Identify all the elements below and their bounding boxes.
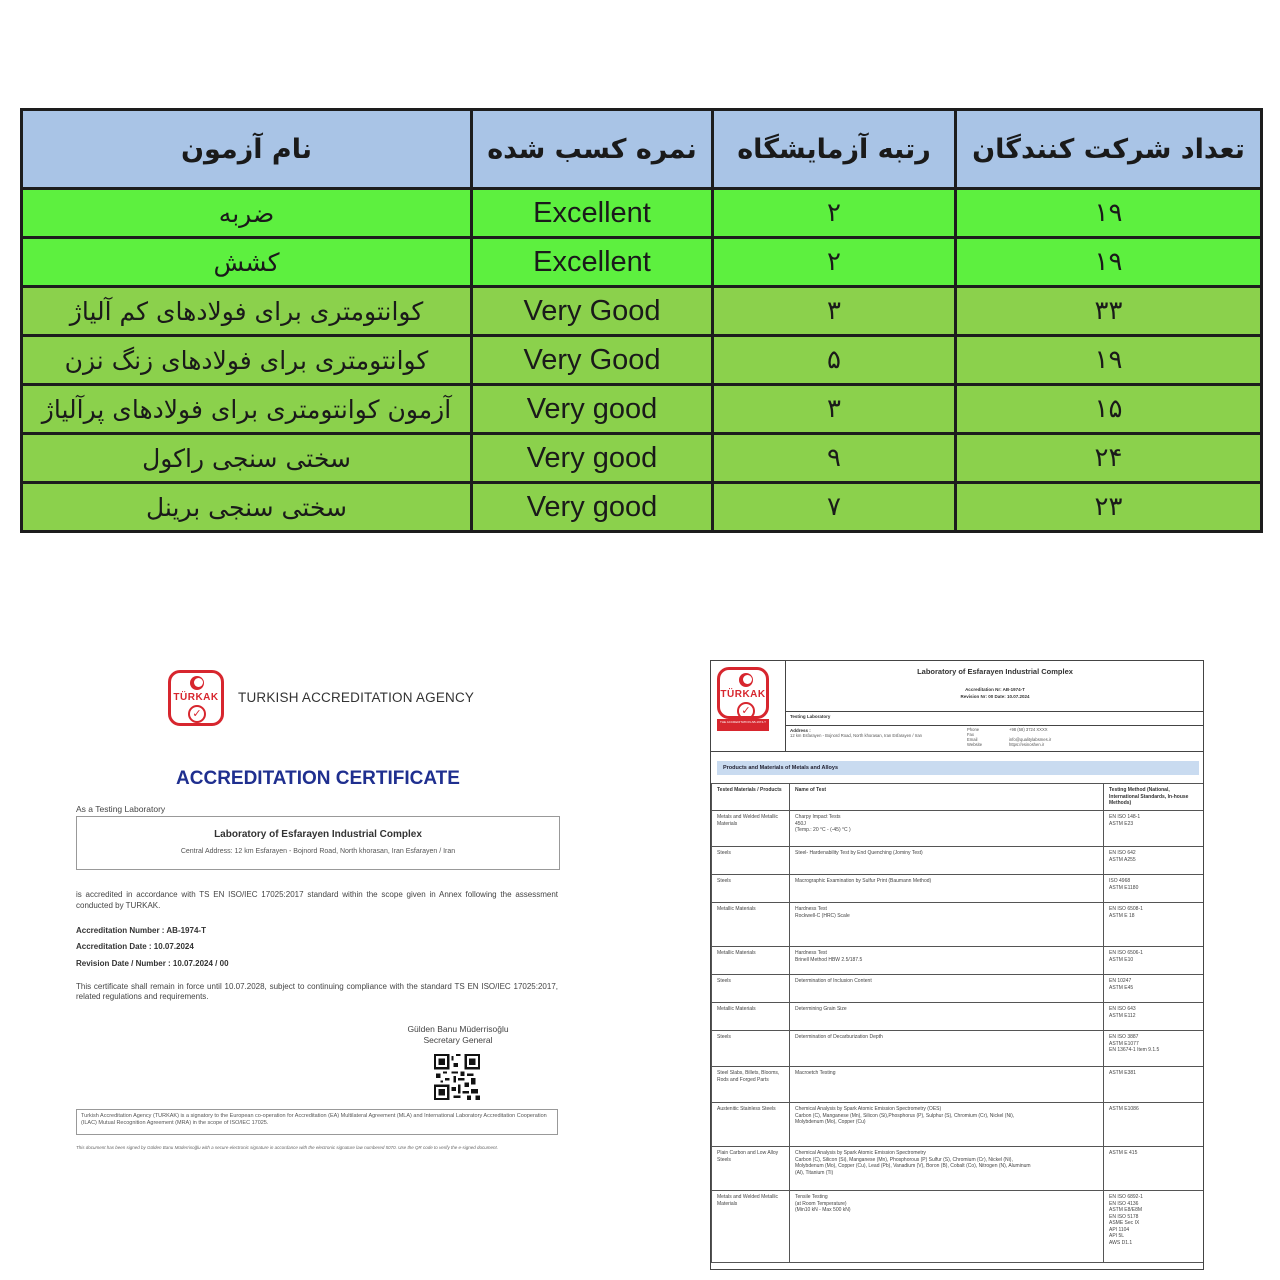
scope-method-line: ASTM E112 bbox=[1109, 1012, 1136, 1019]
scope-method-line: EN 13674-1 Item 9.1.5 bbox=[1109, 1047, 1160, 1053]
scope-method bbox=[1104, 1103, 1205, 1147]
qr-code-icon[interactable] bbox=[434, 1054, 480, 1100]
scope-test bbox=[790, 947, 1104, 975]
divider bbox=[711, 751, 1204, 752]
scope-test bbox=[790, 847, 1104, 875]
divider bbox=[785, 711, 1204, 712]
scope-test bbox=[790, 1103, 1104, 1147]
mla-footer: Turkish Accreditation Agency (TURKAK) is a signatory to the European co-operation for Accreditation (EA) Multilateral Agreement (MLA) and International Laboratory Accreditation Cooperation (ILAC) Mutual Recognition Agreement (MRA) in the scope of ISO/IEC 17025. bbox=[76, 1109, 558, 1135]
scope-test-line: Carbon (C), Manganese (Mn), Silicon (Si),Phosphorus (P), Sulphur (S), Chromium (Cr), Nickel (Ni), bbox=[795, 1112, 1015, 1119]
header-test-name: نام آزمون bbox=[22, 110, 472, 189]
certificate-title: ACCREDITATION CERTIFICATE bbox=[176, 768, 460, 789]
header-score: نمره کسب شده bbox=[472, 110, 713, 189]
scope-method-line: API 5L bbox=[1109, 1233, 1125, 1239]
scope-method-line: ASTM E10 bbox=[1109, 956, 1134, 963]
scope-test-line: Hardness Test bbox=[795, 906, 827, 912]
scope-table bbox=[711, 783, 1204, 1263]
accreditation-certificate bbox=[58, 640, 578, 1265]
scope-row bbox=[712, 903, 1205, 947]
logo-band-text: THE ACCREDITATION AB-1974-T bbox=[720, 720, 766, 724]
scope-test-line: Molybdenum (Mo), Copper (Cu), Lead (Pb), Vanadium (V), Boron (B), Cobalt (Co), Nitrogen (N), Aluminum bbox=[795, 1163, 1031, 1169]
scope-method bbox=[1104, 1067, 1205, 1103]
scope-method-line: EN ISO 643 bbox=[1109, 1006, 1136, 1012]
score-cell: Very Good bbox=[472, 336, 713, 385]
scope-method bbox=[1104, 1031, 1205, 1067]
score-cell: Very good bbox=[472, 483, 713, 532]
scope-method-line: API 1104 bbox=[1109, 1226, 1130, 1233]
test-name-cell: کوانتومتری برای فولادهای کم آلیاژ bbox=[22, 287, 472, 336]
email-value[interactable]: info@qualitylabsmes.ir bbox=[1009, 737, 1052, 742]
scope-row bbox=[712, 847, 1205, 875]
validity-statement: This certificate shall remain in force until 10.07.2028, subject to continuing compliance with the standard TS EN ISO/IEC 17025:2017, related regulations and requirements. bbox=[76, 982, 558, 1001]
products-band: Products and Materials of Metals and Alloys bbox=[717, 761, 1199, 775]
scope-method-line: ASTM E 415 bbox=[1109, 1150, 1138, 1156]
score-cell: Excellent bbox=[472, 238, 713, 287]
annex-accreditation-number: Accreditation Nr: AB-1974-T bbox=[965, 687, 1025, 692]
scope-method-line: ASTM A255 bbox=[1109, 856, 1136, 863]
participants-cell: ۲۴ bbox=[956, 434, 1262, 483]
scope-method-line: ASTM E1077 bbox=[1109, 1040, 1139, 1047]
test-name-cell: کوانتومتری برای فولادهای زنگ نزن bbox=[22, 336, 472, 385]
scope-test-line: (Temp.: 20 °C - (-45) °C ) bbox=[795, 827, 851, 833]
scope-test bbox=[790, 1191, 1104, 1263]
annex-revision: Revision Nr: 00 Date: 10.07.2024 bbox=[960, 694, 1030, 699]
website-label: Website bbox=[967, 742, 983, 747]
scope-test-line: (Al), Titanium (Ti) bbox=[795, 1169, 834, 1176]
table-row bbox=[22, 238, 1262, 287]
scope-test-line: 450J bbox=[795, 820, 806, 827]
scope-row bbox=[712, 947, 1205, 975]
scope-row bbox=[712, 1067, 1205, 1103]
phone-label: Phone bbox=[967, 727, 980, 732]
scope-material: Metallic Materials bbox=[712, 947, 790, 975]
participants-cell: ۱۹ bbox=[956, 189, 1262, 238]
scope-material: Metallic Materials bbox=[712, 1003, 790, 1031]
testing-lab-label: Testing Laboratory bbox=[790, 714, 831, 719]
accreditation-number: Accreditation Number : AB-1974-T bbox=[76, 926, 206, 935]
lab-info-box bbox=[76, 816, 560, 870]
scope-test bbox=[790, 903, 1104, 947]
scope-header-row bbox=[712, 784, 1205, 811]
participants-cell: ۱۹ bbox=[956, 238, 1262, 287]
scope-test bbox=[790, 975, 1104, 1003]
scope-method-line: ISO 4968 bbox=[1109, 878, 1131, 884]
scope-method-line: ASTM E 18 bbox=[1109, 912, 1135, 919]
scope-test bbox=[790, 1003, 1104, 1031]
scope-test-line: Macrographic Examination by Sulfur Print (Baumann Method) bbox=[795, 878, 932, 884]
scope-material: Plain Carbon and Low Alloy Steels bbox=[712, 1147, 790, 1191]
scope-method bbox=[1104, 975, 1205, 1003]
accredited-statement: is accredited in accordance with TS EN ISO/IEC 17025:2017 standard within the scope given in Annex following the assessment conducted by TURKAK. bbox=[76, 890, 558, 910]
scope-method-line: EN ISO 5178 bbox=[1109, 1213, 1139, 1220]
agency-name: TURKISH ACCREDITATION AGENCY bbox=[238, 690, 475, 705]
turkak-logo-icon: TÜRKAK ✓ bbox=[168, 670, 224, 726]
scope-method bbox=[1104, 811, 1205, 847]
scope-row bbox=[712, 975, 1205, 1003]
score-cell: Very good bbox=[472, 434, 713, 483]
scope-test-line: Determining Grain Size bbox=[795, 1006, 847, 1012]
scope-method-line: ASTM E1086 bbox=[1109, 1106, 1139, 1112]
scope-test bbox=[790, 875, 1104, 903]
scope-row bbox=[712, 1147, 1205, 1191]
test-name-cell: سختی سنجی برینل bbox=[22, 483, 472, 532]
scope-material: Austenitic Stainless Steels bbox=[712, 1103, 790, 1147]
scope-test-line: Carbon (C), Silicon (Si), Manganese (Mn), Phosphorous (P) Sulfur (S), Chromium (Cr), Nickel (Ni), bbox=[795, 1156, 1013, 1163]
header-participants: تعداد شرکت کنندگان bbox=[956, 110, 1262, 189]
address-value: 12 km Esfarayen - Bojnord Road, North khorasan, Iran Esfarayen / Iran bbox=[790, 733, 922, 738]
score-cell: Very good bbox=[472, 385, 713, 434]
scope-test-line: Chemical Analysis by Spark Atomic Emission Spectrometry bbox=[795, 1150, 926, 1156]
scope-row bbox=[712, 1031, 1205, 1067]
scope-method-line: ASTM E381 bbox=[1109, 1070, 1136, 1076]
turkak-logo-icon: TÜRKAK ✓ bbox=[717, 667, 769, 719]
scope-method bbox=[1104, 875, 1205, 903]
header-lab-rank: رتبه آزمایشگاه bbox=[713, 110, 956, 189]
divider bbox=[785, 725, 1204, 726]
email-label: Email bbox=[967, 737, 978, 742]
lab-rank-cell: ۷ bbox=[713, 483, 956, 532]
table-row bbox=[22, 336, 1262, 385]
test-name-cell: آزمون کوانتومتری برای فولادهای پرآلیاژ bbox=[22, 385, 472, 434]
scope-row bbox=[712, 1191, 1205, 1263]
annex-logo-text: TÜRKAK bbox=[720, 689, 766, 700]
scope-material: Steels bbox=[712, 1031, 790, 1067]
lab-name: Laboratory of Esfarayen Industrial Complex bbox=[214, 829, 422, 840]
logo-text: TÜRKAK bbox=[173, 692, 219, 703]
table-row bbox=[22, 483, 1262, 532]
scope-row bbox=[712, 1103, 1205, 1147]
participants-cell: ۱۹ bbox=[956, 336, 1262, 385]
scope-material: Metallic Materials bbox=[712, 903, 790, 947]
scope-test-line: Determination of Decarburization Depth bbox=[795, 1034, 883, 1040]
scope-test-line: Molybdenum (Mo), Copper (Cu) bbox=[795, 1119, 866, 1125]
scope-method bbox=[1104, 1003, 1205, 1031]
table-row bbox=[22, 385, 1262, 434]
table-row bbox=[22, 189, 1262, 238]
scope-method-line: EN ISO 3887 bbox=[1109, 1034, 1139, 1040]
scope-method-line: EN ISO 642 bbox=[1109, 850, 1136, 856]
accreditation-date: Accreditation Date : 10.07.2024 bbox=[76, 942, 194, 951]
lab-rank-cell: ۹ bbox=[713, 434, 956, 483]
lab-rank-cell: ۲ bbox=[713, 238, 956, 287]
scope-test bbox=[790, 1147, 1104, 1191]
scope-col-materials: Tested Materials / Products bbox=[712, 784, 790, 811]
scope-method bbox=[1104, 847, 1205, 875]
test-name-cell: کشش bbox=[22, 238, 472, 287]
scope-method-line: EN ISO 4136 bbox=[1109, 1200, 1139, 1207]
lab-rank-cell: ۲ bbox=[713, 189, 956, 238]
scope-test-line: Hardness Test bbox=[795, 950, 827, 956]
scope-method bbox=[1104, 1147, 1205, 1191]
scope-col-test: Name of Test bbox=[790, 784, 1104, 811]
scope-method-line: EN ISO 148-1 bbox=[1109, 814, 1141, 820]
scope-test-line: Chemical Analysis by Spark Atomic Emission Spectrometry (OES) bbox=[795, 1106, 942, 1112]
scope-test-line: Macroetch Testing bbox=[795, 1070, 836, 1076]
score-cell: Excellent bbox=[472, 189, 713, 238]
participants-cell: ۳۳ bbox=[956, 287, 1262, 336]
scope-method-line: EN ISO 6892-1 bbox=[1109, 1194, 1143, 1200]
scope-material: Steel Slabs, Billets, Blooms, Rods and Forged Parts bbox=[712, 1067, 790, 1103]
scope-method-line: ASTM E23 bbox=[1109, 820, 1134, 827]
proficiency-results-table bbox=[20, 108, 1263, 533]
scope-test-line: (at Room Temperature) bbox=[795, 1200, 847, 1207]
scope-test-line: Tensile Testing bbox=[795, 1194, 828, 1200]
scope-test bbox=[790, 1067, 1104, 1103]
test-name-cell: ضربه bbox=[22, 189, 472, 238]
participants-cell: ۱۵ bbox=[956, 385, 1262, 434]
scope-material: Metals and Welded Metallic Materials bbox=[712, 811, 790, 847]
scope-method bbox=[1104, 903, 1205, 947]
scope-material: Metals and Welded Metallic Materials bbox=[712, 1191, 790, 1263]
esign-note: This document has been signed by Gülden Banu Müderrisoğlu with a secure electronic signature in accordance with the electronic signature law numbered 5070. Use the QR code to verify the e-signed document. bbox=[76, 1145, 498, 1150]
test-name-cell: سختی سنجی راکول bbox=[22, 434, 472, 483]
scope-test-line: Steel- Hardenability Test by End Quenching (Jominy Test) bbox=[795, 850, 923, 856]
scope-row bbox=[712, 811, 1205, 847]
scope-test-line: Determination of Inclusion Content bbox=[795, 978, 872, 984]
logo-band bbox=[717, 719, 769, 731]
scope-material: Steels bbox=[712, 975, 790, 1003]
participants-cell: ۲۳ bbox=[956, 483, 1262, 532]
scope-method-line: EN ISO 6506-1 bbox=[1109, 950, 1143, 956]
scope-test bbox=[790, 811, 1104, 847]
fax-label: Fax bbox=[967, 732, 974, 737]
scope-test bbox=[790, 1031, 1104, 1067]
scope-test-line: Brinell Method HBW 2.5/187.5 bbox=[795, 956, 863, 963]
phone-value: +98 (58) 3724 XXXX bbox=[1009, 727, 1048, 732]
scope-test-line: (Min10 kN - Max 500 kN) bbox=[795, 1207, 851, 1213]
scope-material: Steels bbox=[712, 875, 790, 903]
scope-col-method: Testing Method (National, International Standards, In-house Methods) bbox=[1104, 784, 1205, 811]
as-testing-label: As a Testing Laboratory bbox=[76, 804, 166, 814]
table-row bbox=[22, 287, 1262, 336]
accreditation-annex bbox=[710, 660, 1204, 1270]
scope-method-line: ASME Sec IX bbox=[1109, 1220, 1140, 1226]
website-value[interactable]: https://esinoshen.ir bbox=[1009, 742, 1045, 747]
scope-method-line: AWS D1.1 bbox=[1109, 1239, 1133, 1246]
scope-method-line: EN 10247 bbox=[1109, 978, 1132, 984]
lab-rank-cell: ۳ bbox=[713, 287, 956, 336]
scope-row bbox=[712, 1003, 1205, 1031]
scope-material: Steels bbox=[712, 847, 790, 875]
scope-method bbox=[1104, 947, 1205, 975]
scope-method-line: ASTM E45 bbox=[1109, 984, 1134, 991]
scope-test-line: Charpy Impact Tests bbox=[795, 814, 841, 820]
scope-method-line: EN ISO 6508-1 bbox=[1109, 906, 1143, 912]
scope-method-line: ASTM E1180 bbox=[1109, 884, 1139, 891]
signer-title: Secretary General bbox=[423, 1035, 493, 1045]
score-cell: Very Good bbox=[472, 287, 713, 336]
lab-address: Central Address: 12 km Esfarayen - Bojnord Road, North khorasan, Iran Esfarayen / Iran bbox=[180, 848, 456, 855]
signer-name: Gülden Banu Müderrisoğlu bbox=[407, 1024, 509, 1034]
scope-method bbox=[1104, 1191, 1205, 1263]
lab-rank-cell: ۳ bbox=[713, 385, 956, 434]
table-row bbox=[22, 434, 1262, 483]
scope-method-line: ASTM E8/E8M bbox=[1109, 1207, 1143, 1213]
annex-lab-title: Laboratory of Esfarayen Industrial Complex bbox=[917, 667, 1073, 676]
scope-row bbox=[712, 875, 1205, 903]
address-label: Address : bbox=[790, 728, 811, 733]
lab-rank-cell: ۵ bbox=[713, 336, 956, 385]
scope-test-line: Rockwell-C (HRC) Scale bbox=[795, 912, 850, 919]
table-header-row bbox=[22, 110, 1262, 189]
revision-date: Revision Date / Number : 10.07.2024 / 00 bbox=[76, 959, 229, 968]
